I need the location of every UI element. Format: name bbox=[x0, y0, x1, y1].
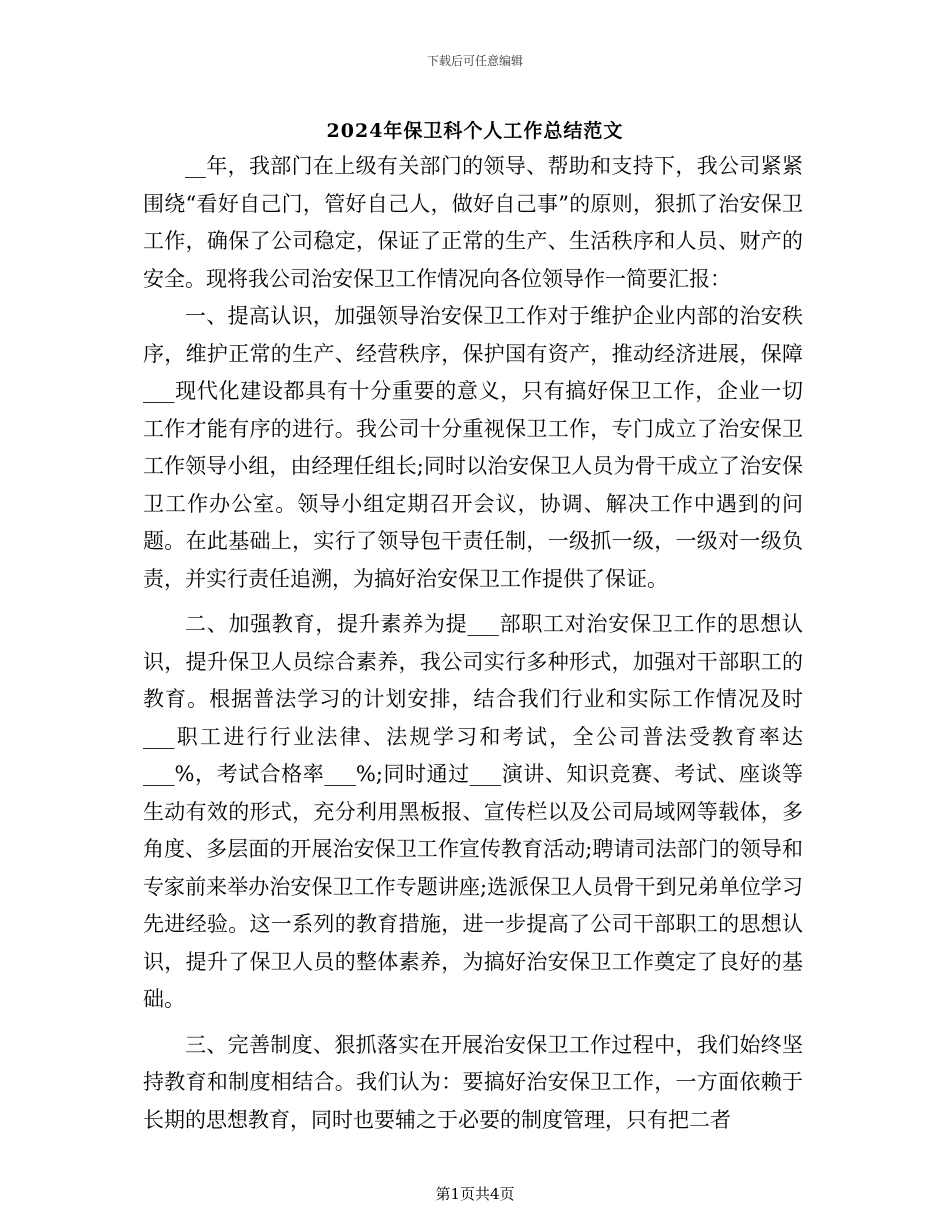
paragraph-section-3: 三、完善制度、狠抓落实在开展治安保卫工作过程中，我们始终坚持教育和制度相结合。我们认为：要搞好治安保卫工作，一方面依赖于长期的思想教育，同时也要辅之于必要的制度管理，只有把二者 bbox=[143, 1032, 803, 1132]
paragraph-section-2: 二、加强教育，提升素养为提___部职工对治安保卫工作的思想认识，提升保卫人员综合素养，我公司实行多种形式，加强对干部职工的教育。根据普法学习的计划安排，结合我们行业和实际工作情况及时___职工进行行业法律、法规学习和考试，全公司普法受教育率达___%，考试合格率___%;同时通过___演讲、知识竞赛、考试、座谈等生动有效的形式，充分利用黑板报、宣传栏以及公司局域网等载体，多角度、多层面的开展治安保卫工作宣传教育活动;聘请司法部门的领导和专家前来举办治安保卫工作专题讲座;选派保卫人员骨干到兄弟单位学习先进经验。这一系列的教育措施，进一步提高了公司干部职工的思想认识，提升了保卫人员的整体素养，为搞好治安保卫工作奠定了良好的基础。 bbox=[143, 612, 803, 1011]
paragraph-intro: __年，我部门在上级有关部门的领导、帮助和支持下，我公司紧紧围绕“看好自己门，管好自己人，做好自己事”的原则，狠抓了治安保卫工作，确保了公司稳定，保证了正常的生产、生活秩序和人员、财产的安全。现将我公司治安保卫工作情况向各位领导作一简要汇报： bbox=[143, 154, 803, 291]
document-title: 2024年保卫科个人工作总结范文 bbox=[326, 120, 624, 142]
header-note: 下载后可任意编辑 bbox=[426, 54, 523, 68]
document-body bbox=[143, 148, 803, 1139]
paragraph-section-1: 一、提高认识，加强领导治安保卫工作对于维护企业内部的治安秩序，维护正常的生产、经营秩序，保护国有资产，推动经济进展，保障___现代化建设都具有十分重要的意义，只有搞好保卫工作，企业一切工作才能有序的进行。我公司十分重视保卫工作，专门成立了治安保卫工作领导小组，由经理任组长;同时以治安保卫人员为骨干成立了治安保卫工作办公室。领导小组定期召开会议，协调、解决工作中遇到的问题。在此基础上，实行了领导包干责任制，一级抓一级，一级对一级负责，并实行责任追溯，为搞好治安保卫工作提供了保证。 bbox=[143, 304, 803, 591]
page-number: 第1页共4页 bbox=[435, 1185, 515, 1203]
